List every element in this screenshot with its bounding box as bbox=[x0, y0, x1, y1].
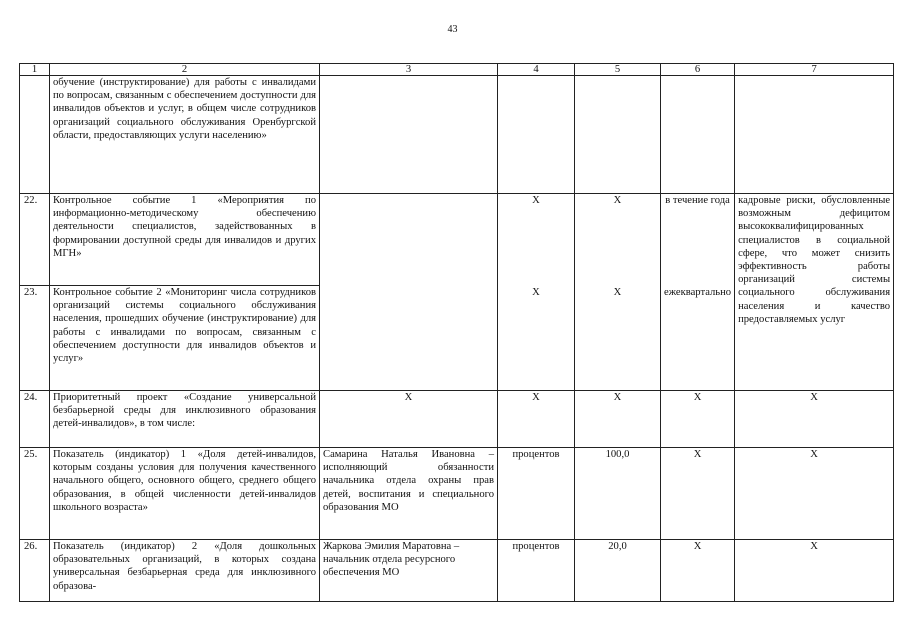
column-header: 4 bbox=[498, 64, 575, 76]
row-unit bbox=[498, 76, 575, 194]
column-header: 1 bbox=[20, 64, 50, 76]
row-responsible: Самарина Наталья Ивановна – исполняющий обязанности начальника отдела охраны прав детей, воспитания и специального образования МО bbox=[320, 448, 498, 540]
row-number: 22. bbox=[20, 194, 50, 286]
row-number bbox=[20, 76, 50, 194]
row-value: 20,0 bbox=[575, 540, 661, 602]
row-unit: процентов bbox=[498, 540, 575, 602]
row-period bbox=[661, 76, 735, 194]
row-number: 24. bbox=[20, 391, 50, 448]
table-row bbox=[20, 448, 894, 540]
row-unit: X bbox=[498, 286, 575, 391]
row-period: ежеквартально bbox=[661, 286, 735, 391]
row-responsible bbox=[320, 76, 498, 194]
row-period: X bbox=[661, 448, 735, 540]
row-period: X bbox=[661, 540, 735, 602]
row-value: 100,0 bbox=[575, 448, 661, 540]
row-risk: X bbox=[735, 448, 894, 540]
column-header: 3 bbox=[320, 64, 498, 76]
row-value: X bbox=[575, 194, 661, 286]
table-row bbox=[20, 76, 894, 194]
row-risk: кадровые риски, обусловленные возможным дефицитом высококвалифицированных специалистов в социальной сфере, что может снизить эффективность работы организаций системы социального обслуживания населения и качество предоставляемых услуг bbox=[735, 194, 894, 391]
row-value: X bbox=[575, 391, 661, 448]
row-risk: X bbox=[735, 540, 894, 602]
row-risk bbox=[735, 76, 894, 194]
column-header: 7 bbox=[735, 64, 894, 76]
row-unit: процентов bbox=[498, 448, 575, 540]
column-header: 5 bbox=[575, 64, 661, 76]
page-number: 43 bbox=[447, 24, 458, 35]
row-value bbox=[575, 76, 661, 194]
table-row bbox=[20, 194, 894, 286]
row-number: 25. bbox=[20, 448, 50, 540]
row-description: Контрольное событие 1 «Мероприятия по информационно-методическому обеспечению деятельности специалистов, задействованных в формировании доступной среды для инвалидов и других МГН» bbox=[50, 194, 320, 286]
row-unit: X bbox=[498, 391, 575, 448]
row-description: Контрольное событие 2 «Мониторинг числа сотрудников организаций системы социального обслуживания населения, прошедших обучение (инструктирование) для работы с инвалидами по вопросам, связанным с обеспечением доступности для инвалидов объектов и услуг» bbox=[50, 286, 320, 391]
table-row bbox=[20, 391, 894, 448]
row-description: Приоритетный проект «Создание универсальной безбарьерной среды для инклюзивного образования детей-инвалидов», в том числе: bbox=[50, 391, 320, 448]
table-row bbox=[20, 540, 894, 602]
row-value: X bbox=[575, 286, 661, 391]
row-description: Показатель (индикатор) 2 «Доля дошкольных образовательных организаций, в которых создана универсальная безбарьерная среда для инклюзивного образова- bbox=[50, 540, 320, 602]
row-responsible: Жаркова Эмилия Маратовна – начальник отдела ресурсного обеспечения МО bbox=[320, 540, 498, 602]
column-header: 2 bbox=[50, 64, 320, 76]
row-description: Показатель (индикатор) 1 «Доля детей-инвалидов, которым созданы условия для получения качественного начального общего, основного общего, среднего общего образования, в общей численности детей-инвалидов школьного возраста» bbox=[50, 448, 320, 540]
row-responsible bbox=[320, 194, 498, 391]
column-header: 6 bbox=[661, 64, 735, 76]
row-responsible: X bbox=[320, 391, 498, 448]
row-description: обучение (инструктирование) для работы с инвалидами по вопросам, связанным с обеспечением доступности для инвалидов объектов и услуг, в общем числе сотрудников организаций социального обслуживания Оренбургской области, предоставляющих услуги населению» bbox=[50, 76, 320, 194]
row-risk: X bbox=[735, 391, 894, 448]
row-unit: X bbox=[498, 194, 575, 286]
row-number: 26. bbox=[20, 540, 50, 602]
row-period: в течение года bbox=[661, 194, 735, 286]
row-period: X bbox=[661, 391, 735, 448]
row-number: 23. bbox=[20, 286, 50, 391]
column-number-row bbox=[20, 64, 894, 76]
program-table bbox=[19, 63, 894, 602]
